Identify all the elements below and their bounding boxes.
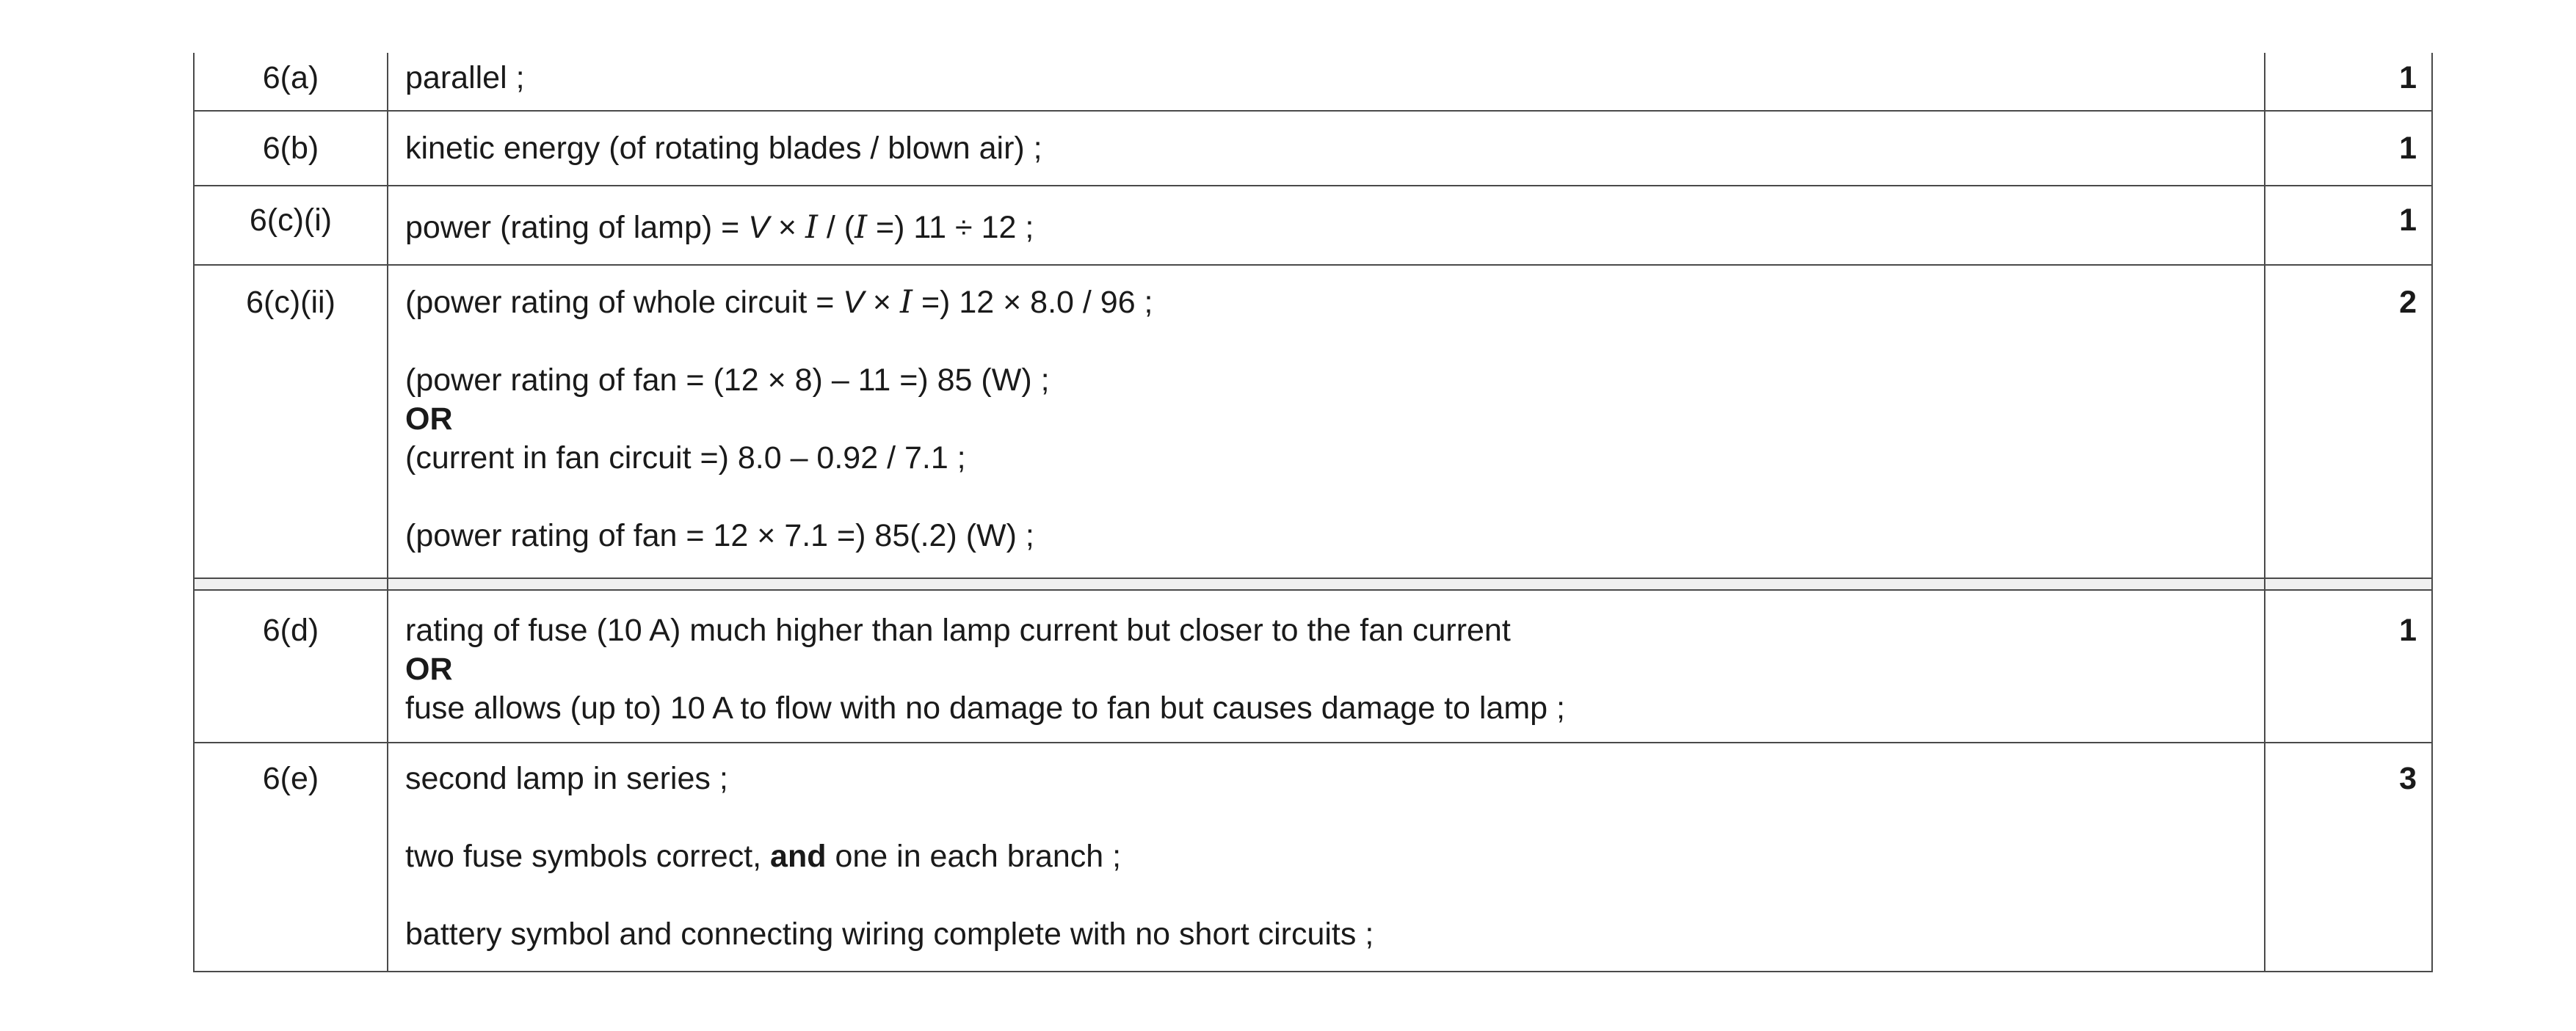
marks-cell: 1 <box>2265 186 2432 265</box>
answer-cell <box>388 590 2265 743</box>
variable-i: I <box>900 284 913 321</box>
answer-text: (power rating of fan = (12 × 8) – 11 =) 85 (W) ; <box>405 363 1050 398</box>
emphasis-and: and <box>770 839 827 874</box>
answer-fragment: / ( <box>817 210 855 245</box>
question-number: 6(c)(i) <box>194 186 388 265</box>
answer-text <box>405 208 2249 247</box>
answer-text: second lamp in series ; <box>405 761 728 796</box>
answer-text <box>405 837 2249 876</box>
answer-fragment: power (rating of lamp) = <box>405 210 749 245</box>
line-gap <box>405 322 2249 361</box>
question-number: 6(a) <box>194 53 388 111</box>
answer-text: parallel ; <box>405 60 525 95</box>
answer-cell <box>388 186 2265 265</box>
answer-fragment: × <box>863 285 900 320</box>
separator-cell <box>388 578 2265 590</box>
answer-fragment: two fuse symbols correct, <box>405 839 771 874</box>
answer-fragment: =) 11 ÷ 12 ; <box>867 210 1034 245</box>
variable-i: I <box>855 209 868 246</box>
marks-cell: 2 <box>2265 265 2432 578</box>
mark-scheme-table <box>193 53 2433 972</box>
table-row-6b <box>194 111 2432 186</box>
answer-text: (current in fan circuit =) 8.0 – 0.92 / 7.1 ; <box>405 440 966 476</box>
variable-v: V <box>843 285 864 320</box>
marks-cell: 1 <box>2265 111 2432 186</box>
answer-cell <box>388 743 2265 972</box>
marks-cell: 3 <box>2265 743 2432 972</box>
answer-fragment: =) 12 × 8.0 / 96 ; <box>913 285 1153 320</box>
answer-text: kinetic energy (of rotating blades / blown air) ; <box>405 131 1042 166</box>
answer-text: fuse allows (up to) 10 A to flow with no damage to fan but causes damage to lamp ; <box>405 691 1565 726</box>
separator-cell <box>2265 578 2432 590</box>
question-number: 6(b) <box>194 111 388 186</box>
marks-cell: 1 <box>2265 53 2432 111</box>
answer-cell <box>388 265 2265 578</box>
variable-v: V <box>748 210 769 245</box>
table-row-6cii <box>194 265 2432 578</box>
answer-cell <box>388 111 2265 186</box>
table-row-6d <box>194 590 2432 743</box>
question-number: 6(c)(ii) <box>194 265 388 578</box>
table-row-6e <box>194 743 2432 972</box>
answer-fragment: one in each branch ; <box>826 839 1122 874</box>
answer-text: rating of fuse (10 A) much higher than lamp current but closer to the fan current <box>405 613 1511 648</box>
answer-text <box>405 283 2249 322</box>
variable-i: I <box>805 209 818 246</box>
answer-text: battery symbol and connecting wiring complete with no short circuits ; <box>405 917 1374 952</box>
line-gap <box>405 798 2249 837</box>
answer-fragment: (power rating of whole circuit = <box>405 285 843 320</box>
line-gap <box>405 876 2249 915</box>
marks-cell: 1 <box>2265 590 2432 743</box>
question-number: 6(d) <box>194 590 388 743</box>
answer-text: (power rating of fan = 12 × 7.1 =) 85(.2) (W) ; <box>405 518 1034 553</box>
table-row-6ci <box>194 186 2432 265</box>
question-number: 6(e) <box>194 743 388 972</box>
table-row-6a <box>194 53 2432 111</box>
answer-cell <box>388 53 2265 111</box>
separator-cell <box>194 578 388 590</box>
or-separator: OR <box>405 401 453 437</box>
answer-fragment: × <box>769 210 805 245</box>
or-separator: OR <box>405 652 453 687</box>
line-gap <box>405 478 2249 517</box>
page-break-separator <box>194 578 2432 590</box>
